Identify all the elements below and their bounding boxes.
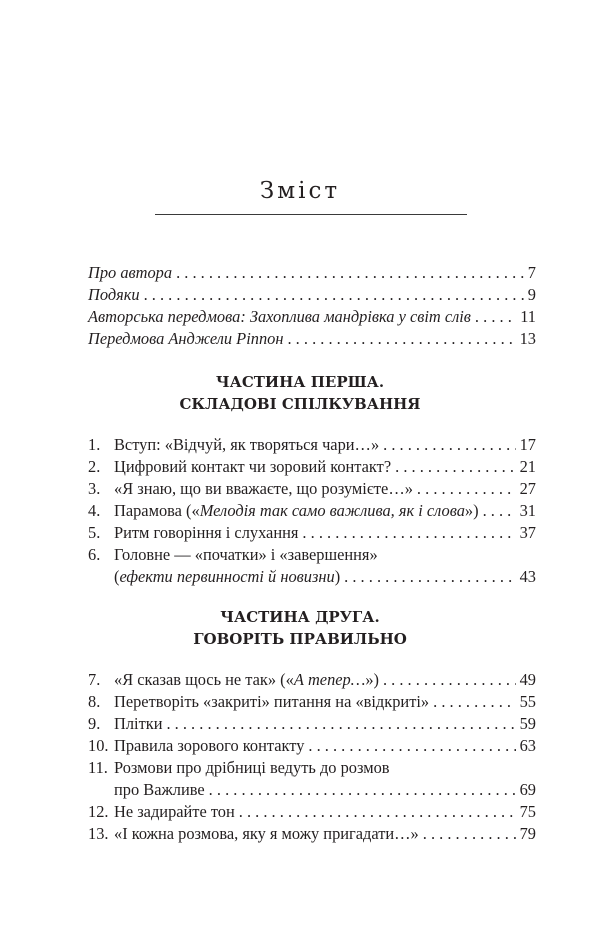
toc-chapter-7[interactable] (88, 669, 536, 691)
toc-chapter-4[interactable] (88, 500, 536, 522)
toc-entry-label: Правила зорового контакту (114, 736, 305, 755)
part1-heading-line1: ЧАСТИНА ПЕРША. (215, 373, 385, 391)
toc-entry-about-author[interactable] (88, 262, 536, 284)
part2-heading-line1: ЧАСТИНА ДРУГА. (220, 608, 380, 626)
toc-page-number: 37 (519, 523, 536, 542)
leader-dots (344, 566, 515, 588)
toc-entry-label (114, 669, 379, 691)
page-title: Зміст (259, 178, 341, 204)
toc-page-number: 17 (519, 435, 536, 454)
chapter-number: 6. (88, 545, 101, 564)
toc-chapter-8[interactable] (88, 691, 536, 713)
chapter-number: 2. (88, 457, 101, 476)
toc-chapter-1[interactable] (88, 434, 536, 456)
toc-entry-label: Не задирайте тон (114, 802, 235, 821)
leader-dots (239, 801, 516, 823)
toc-entry-label: Цифровий контакт чи зоровий контакт? (114, 457, 392, 476)
toc-entry-label: Ритм говоріння і слухання (114, 523, 299, 542)
toc-entry-rippon-preface[interactable] (88, 328, 536, 350)
toc-entry-label: Подяки (88, 285, 140, 304)
toc-chapter-2[interactable] (88, 456, 536, 478)
leader-dots (475, 306, 516, 328)
leader-dots (176, 262, 524, 284)
toc-chapter-6[interactable] (88, 544, 536, 566)
label-suffix: ) (334, 567, 341, 586)
leader-dots (308, 735, 515, 757)
chapter-number: 8. (88, 692, 101, 711)
leader-dots (383, 669, 516, 691)
label-italic: ефекти первинності й новизни (119, 567, 335, 586)
toc-entry-label: Головне — «початки» і «завершення» (114, 545, 378, 564)
toc-entry-label (114, 500, 479, 522)
toc-entry-label: «І кожна розмова, яку я можу пригадати…» (114, 824, 419, 843)
toc-entry-label: Розмови про дрібниці ведуть до розмов (114, 758, 390, 777)
toc-page-number: 55 (519, 692, 536, 711)
toc-page-number: 27 (519, 479, 536, 498)
chapter-number: 13. (88, 824, 109, 843)
toc-page-number: 9 (527, 285, 536, 304)
toc-entry-label: Плітки (114, 714, 163, 733)
leader-dots (423, 823, 516, 845)
toc-chapter-6-continued[interactable] (114, 566, 536, 588)
chapter-number: 10. (88, 736, 109, 755)
chapter-number: 11. (88, 758, 108, 777)
toc-chapter-5[interactable] (88, 522, 536, 544)
toc-chapter-9[interactable] (88, 713, 536, 735)
part2-heading-line2: ГОВОРІТЬ ПРАВИЛЬНО (193, 630, 407, 648)
toc-chapter-11-continued[interactable] (114, 779, 536, 801)
toc-entry-label: Вступ: «Відчуй, як творяться чари…» (114, 435, 380, 454)
toc-page-number: 21 (519, 457, 536, 476)
label-italic: Мелодія так само важлива, як і слова (199, 501, 465, 520)
toc-page-number: 11 (520, 307, 536, 326)
toc-page-number: 49 (519, 670, 536, 689)
toc-page-number: 13 (519, 329, 536, 348)
toc-chapter-13[interactable] (88, 823, 536, 845)
leader-dots (166, 713, 515, 735)
toc-entry-acknowledgements[interactable] (88, 284, 536, 306)
leader-dots (209, 779, 516, 801)
label-prefix: «Я сказав щось не так» (« (114, 670, 294, 689)
chapter-number: 1. (88, 435, 101, 454)
part1-heading-line2: СКЛАДОВІ СПІЛКУВАННЯ (179, 395, 421, 413)
label-prefix: Парамова (« (114, 501, 200, 520)
toc-entry-label: Перетворіть «закриті» питання на «відкриті» (114, 692, 430, 711)
toc-page-number: 79 (519, 824, 536, 843)
toc-entry-label: Авторська передмова: Захоплива мандрівка у світ слів (88, 307, 471, 326)
leader-dots (433, 691, 515, 713)
toc-page-number: 31 (519, 501, 536, 520)
toc-chapter-11[interactable] (88, 757, 536, 779)
chapter-number: 4. (88, 501, 101, 520)
chapter-number: 7. (88, 670, 101, 689)
chapter-number: 9. (88, 714, 101, 733)
toc-page-number: 59 (519, 714, 536, 733)
label-suffix: ») (365, 670, 379, 689)
toc-entry-author-preface[interactable] (88, 306, 536, 328)
toc-entry-label: Передмова Анджели Ріппон (88, 329, 284, 348)
toc-page-number: 43 (519, 567, 536, 586)
label-suffix: ») (464, 501, 479, 520)
leader-dots (144, 284, 524, 306)
toc-entry-label-continued (114, 566, 340, 588)
label-prefix: ( (114, 567, 120, 586)
toc-chapter-3[interactable] (88, 478, 536, 500)
toc-entry-label: «Я знаю, що ви вважаєте, що розумієте…» (114, 479, 413, 498)
toc-page-number: 63 (519, 736, 536, 755)
toc-chapter-12[interactable] (88, 801, 536, 823)
label-italic: А тепер… (293, 670, 366, 689)
leader-dots (483, 500, 516, 522)
title-divider (155, 214, 467, 215)
toc-chapter-10[interactable] (88, 735, 536, 757)
leader-dots (383, 434, 515, 456)
toc-page-number: 7 (527, 263, 536, 282)
leader-dots (417, 478, 516, 500)
chapter-number: 3. (88, 479, 101, 498)
chapter-number: 12. (88, 802, 109, 821)
toc-page-number: 75 (519, 802, 536, 821)
toc-entry-label: Про автора (88, 263, 173, 282)
chapter-number: 5. (88, 523, 101, 542)
leader-dots (302, 522, 515, 544)
leader-dots (287, 328, 515, 350)
toc-page-number: 69 (519, 780, 536, 799)
toc-entry-label-continued: про Важливе (114, 780, 205, 799)
leader-dots (395, 456, 515, 478)
